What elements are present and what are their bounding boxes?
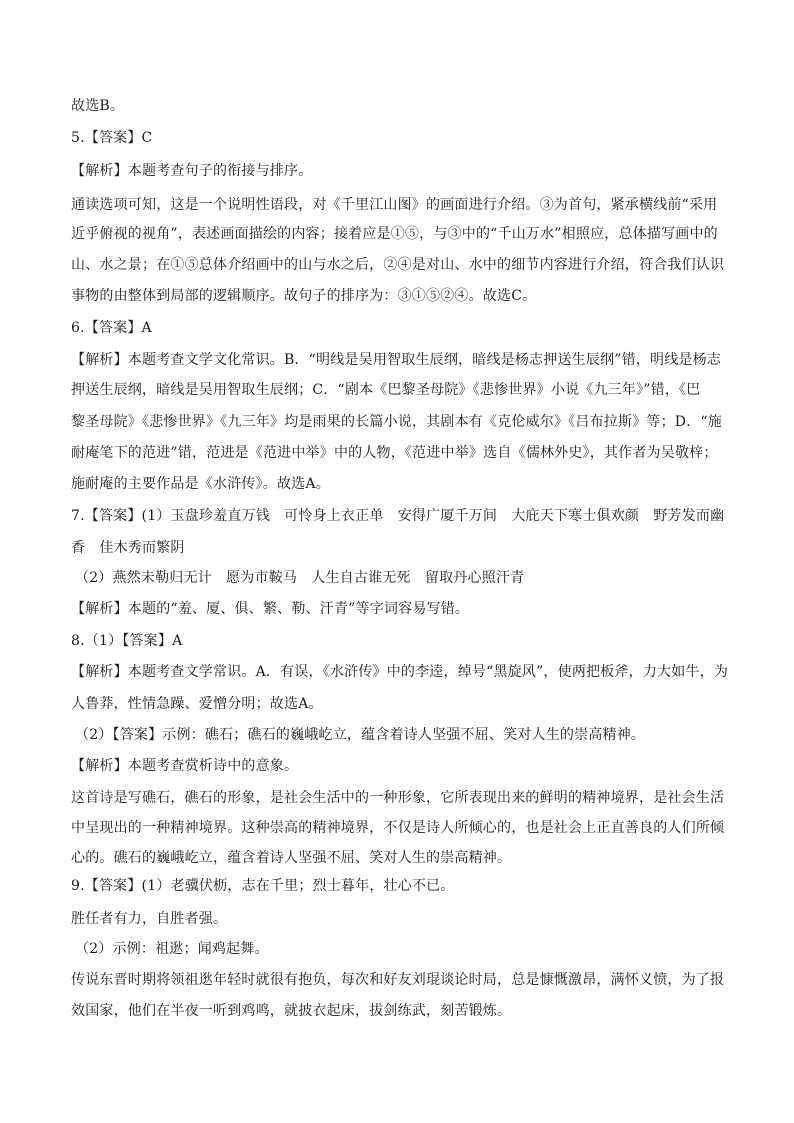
text-line: （2）示例：祖逖；闻鸡起舞。 — [75, 941, 269, 957]
text-line: 施耐庵的主要作品是《水浒传》。故选A。 — [71, 476, 330, 492]
text-line: 【解析】本题考查文学常识。A．有误，《水浒传》中的李逵，绰号“黑旋风”，使两把板斧，力大如牛，为 — [71, 664, 729, 680]
text-line: 【解析】本题的“羞、厦、俱、繁、勒、汗青”等字词容易写错。 — [71, 601, 470, 617]
text-line: 山、水之景；在①⑤总体介绍画中的山与水之后，②④是对山、水中的细节内容进行介绍，符合我们认识 — [71, 257, 725, 273]
answer-7-heading: 7.【答案】(1）玉盘珍羞直万钱 可怜身上衣正单 安得广厦千万间 大庇天下寒士俱欢颜 野芳发而幽 — [71, 508, 725, 524]
text-line: 胜任者有力，自胜者强。 — [71, 911, 228, 927]
text-line: 近乎俯视的视角”，表述画面描绘的内容；接着应是①⑤，与③中的“千山万水”相照应，总体描写画中的 — [71, 226, 718, 242]
text-line: 通读选项可知，这是一个说明性语段，对《千里江山图》的画面进行介绍。③为首句，紧承横线前“采用 — [71, 197, 718, 213]
text-line: 【解析】本题考查文学文化常识。B．“明线是吴用智取生辰纲，暗线是杨志押送生辰纲”错，明线是杨志 — [71, 352, 721, 368]
text-line: 中呈现出的一种精神境界。这种崇高的精神境界，不仅是诗人所倾心的，也是社会上正直善良的人们所倾 — [71, 820, 725, 836]
text-line: 传说东晋时期将领祖逖年轻时就很有抱负，每次和好友刘琨谈论时局，总是慷慨激昂，满怀义愤，为了报 — [71, 972, 725, 988]
text-line: （2）【答案】示例：礁石；礁石的巍峨屹立，蕴含着诗人坚强不屈、笑对人生的崇高精神。 — [75, 727, 646, 743]
text-line: 【解析】本题考查赏析诗中的意象。 — [71, 758, 299, 774]
text-line: 黎圣母院》《悲惨世界》《九三年》均是雨果的长篇小说，其剧本有《克伦威尔》《吕布拉斯》等；D．“施 — [71, 414, 722, 430]
answer-8-heading: 8.（1）【答案】A — [71, 633, 183, 649]
text-line: 故选B。 — [71, 98, 125, 114]
text-line: （2）燕然未勒归无计 愿为市鞍马 人生自古谁无死 留取丹心照汗青 — [75, 570, 525, 586]
text-line: 人鲁莽，性情急躁、爱憎分明；故选A。 — [71, 696, 323, 712]
answer-9-heading: 9.【答案】(1）老骥伏枥，志在千里；烈士暮年，壮心不已。 — [71, 878, 455, 894]
text-line: 香 佳木秀而繁阴 — [71, 540, 185, 556]
text-line: 效国家，他们在半夜一听到鸡鸣，就披衣起床，拔剑练武，刻苦锻炼。 — [71, 1003, 512, 1019]
text-line: 押送生辰纲，暗线是吴用智取生辰纲；C．“剧本《巴黎圣母院》《悲惨世界》小说《九三年》”错，《巴 — [71, 382, 701, 398]
text-line: 耐庵笔下的范进”错，范进是《范进中举》中的人物，《范进中举》选自《儒林外史》，其作者为吴敬梓； — [71, 445, 718, 461]
text-line: 【解析】本题考查句子的衔接与排序。 — [71, 163, 313, 179]
text-line: 这首诗是写礁石，礁石的形象，是社会生活中的一种形象，它所表现出来的鲜明的精神境界，是社会生活 — [71, 790, 725, 806]
answer-5-heading: 5.【答案】C — [71, 130, 153, 146]
text-line: 事物的由整体到局部的逻辑顺序。故句子的排序为：③①⑤②④。故选C。 — [71, 288, 537, 304]
answer-6-heading: 6.【答案】A — [71, 320, 152, 336]
text-line: 心的。礁石的巍峨屹立，蕴含着诗人坚强不屈、笑对人生的崇高精神。 — [71, 850, 512, 866]
